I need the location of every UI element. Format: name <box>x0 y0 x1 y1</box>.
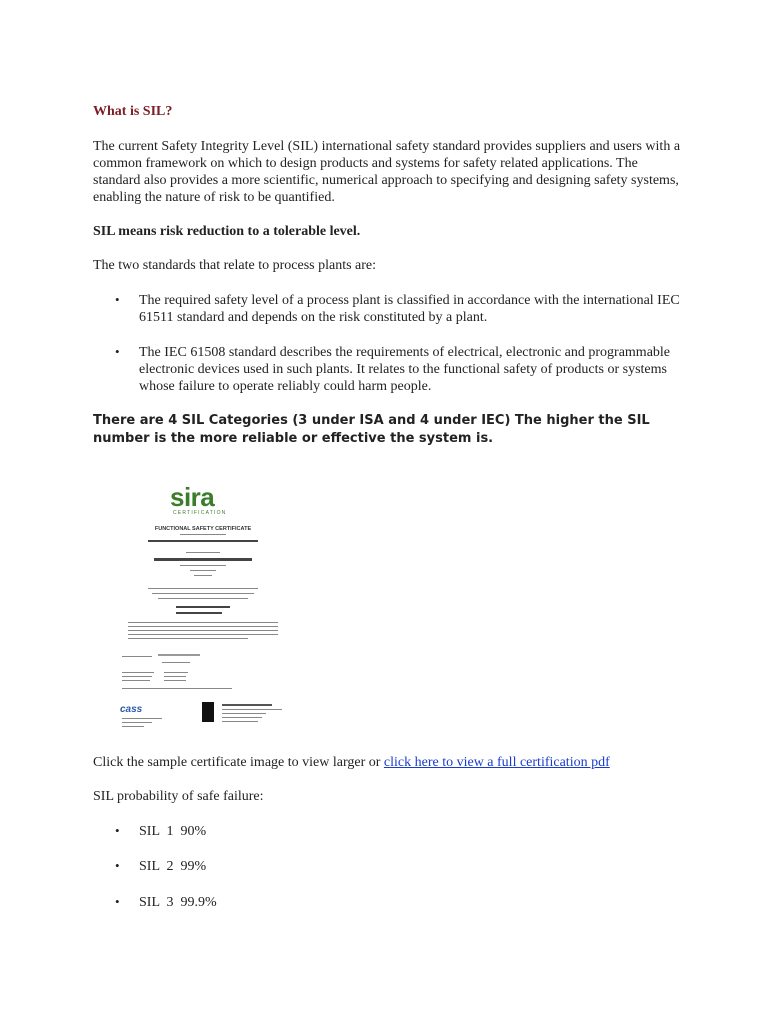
click-text: Click the sample certificate image to view larger or <box>93 755 384 770</box>
text-line <box>122 656 152 657</box>
bullet-icon: • <box>115 823 120 838</box>
probability-text: SIL 2 99% <box>139 859 207 874</box>
sira-logo: sira <box>170 482 215 512</box>
text-line <box>148 588 258 589</box>
categories-statement: There are 4 SIL Categories (3 under ISA and 4 under IEC) The higher the SIL number is the more reliable or effective the system is. <box>93 413 650 446</box>
certificate-caption <box>93 754 713 771</box>
standard-text: The IEC 61508 standard describes the requirements of electrical, electronic and programmable electronic devices used in such plants. It relates to the functional safety of products or systems whose failure to operate reliably could harm people. <box>139 345 671 394</box>
text-line <box>154 558 252 561</box>
certificate-title: FUNCTIONAL SAFETY CERTIFICATE <box>154 526 252 532</box>
text-line <box>128 626 278 627</box>
text-line <box>122 680 150 681</box>
text-line <box>222 713 266 714</box>
text-line <box>158 598 248 599</box>
text-line <box>164 676 186 677</box>
text-line <box>152 593 254 594</box>
bullet-icon: • <box>115 344 120 359</box>
text-line <box>164 672 188 673</box>
text-line <box>128 622 278 623</box>
text-line <box>176 606 230 608</box>
text-line <box>164 680 186 681</box>
text-line <box>190 570 216 571</box>
standard-text: The required safety level of a process plant is classified in accordance with the international IEC 61511 standard and depends on the risk constituted by a plant. <box>139 293 680 325</box>
text-line <box>186 552 220 553</box>
certificate-thumbnail[interactable] <box>118 476 288 738</box>
list-item <box>115 344 685 395</box>
ukas-mark-icon <box>202 702 214 722</box>
list-item <box>115 858 685 875</box>
cass-logo: cass <box>120 704 143 715</box>
certification-pdf-link[interactable]: click here to view a full certification pdf <box>383 755 610 770</box>
intro-paragraph: The current Safety Integrity Level (SIL) international safety standard provides suppliers and users with a common framework on which to design products and systems for safety related applications. The standard also provides a more scientific, numerical approach to specifying and designing safety systems, enabling the nature of risk to be quantified. <box>93 139 681 205</box>
text-line <box>222 704 272 706</box>
text-line <box>222 717 262 718</box>
probability-intro: SIL probability of safe failure: <box>93 789 264 804</box>
signature <box>158 654 200 656</box>
text-line <box>122 688 232 689</box>
text-line <box>180 565 226 566</box>
text-line <box>194 575 212 576</box>
text-line <box>176 612 222 614</box>
text-line <box>222 721 258 722</box>
bullet-icon: • <box>115 858 120 873</box>
sira-logo-subtitle: CERTIFICATION <box>173 510 227 516</box>
text-line <box>222 709 282 710</box>
page-title: What is SIL? <box>93 104 173 119</box>
text-line <box>122 726 144 727</box>
standards-intro: The two standards that relate to process plants are: <box>93 258 377 273</box>
risk-statement: SIL means risk reduction to a tolerable level. <box>93 224 361 239</box>
text-line <box>122 676 152 677</box>
text-line <box>162 662 190 663</box>
text-line <box>128 638 248 639</box>
text-line <box>122 722 152 723</box>
text-line <box>122 672 154 673</box>
text-line <box>128 630 278 631</box>
list-item <box>115 894 685 911</box>
text-line <box>122 718 162 719</box>
text-line <box>180 534 226 535</box>
bullet-icon: • <box>115 292 120 307</box>
probability-text: SIL 1 90% <box>139 824 207 839</box>
list-item <box>115 292 685 326</box>
text-line <box>128 634 278 635</box>
bullet-icon: • <box>115 894 120 909</box>
list-item <box>115 823 685 840</box>
text-line <box>148 540 258 542</box>
probability-text: SIL 3 99.9% <box>139 895 217 910</box>
